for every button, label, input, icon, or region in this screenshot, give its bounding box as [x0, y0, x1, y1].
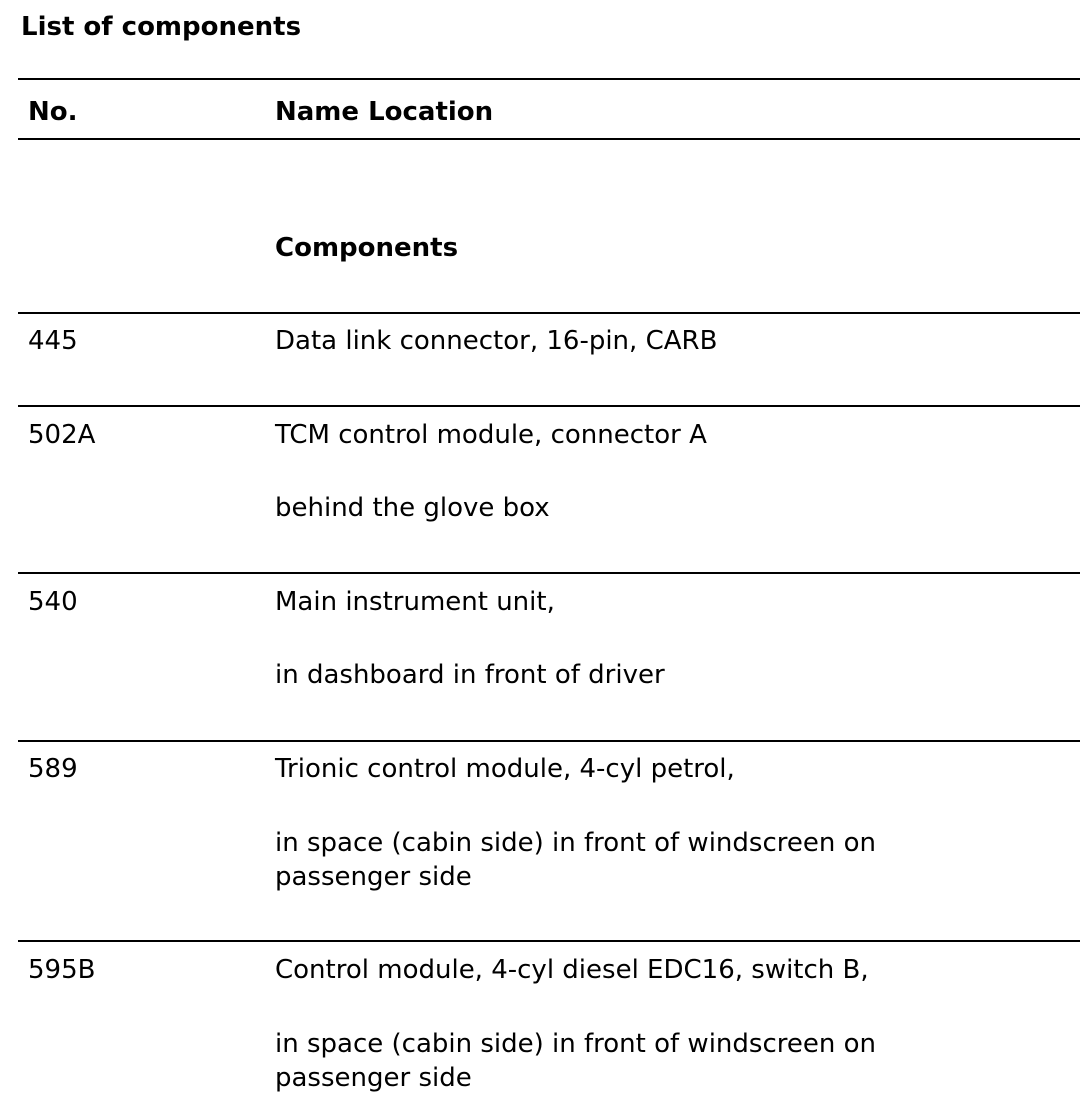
- row-name: Main instrument unit,: [275, 587, 555, 617]
- row-name: Data link connector, 16-pin, CARB: [275, 326, 718, 356]
- row-location: passenger side: [275, 1063, 472, 1093]
- section-label: Components: [275, 233, 459, 263]
- row-name: TCM control module, connector A: [275, 420, 707, 450]
- row-separator: [18, 312, 1080, 314]
- row-name: Control module, 4-cyl diesel EDC16, switch B,: [275, 955, 869, 985]
- row-number: 540: [28, 587, 78, 617]
- row-number: 445: [28, 326, 78, 356]
- row-location: in space (cabin side) in front of windscreen on: [275, 828, 876, 858]
- row-separator: [18, 740, 1080, 742]
- document-title: List of components: [21, 12, 302, 42]
- row-location: behind the glove box: [275, 493, 550, 523]
- row-name: Trionic control module, 4-cyl petrol,: [275, 754, 735, 784]
- row-separator: [18, 405, 1080, 407]
- row-separator: [18, 572, 1080, 574]
- row-location: in space (cabin side) in front of windscreen on: [275, 1029, 876, 1059]
- row-location: in dashboard in front of driver: [275, 660, 665, 690]
- row-number: 589: [28, 754, 78, 784]
- row-separator: [18, 940, 1080, 942]
- header-name-location: Name Location: [275, 97, 494, 127]
- header-top-rule: [18, 78, 1080, 80]
- row-location: passenger side: [275, 862, 472, 892]
- row-number: 502A: [28, 420, 96, 450]
- row-number: 595B: [28, 955, 96, 985]
- header-no: No.: [28, 97, 78, 127]
- header-bottom-rule: [18, 138, 1080, 140]
